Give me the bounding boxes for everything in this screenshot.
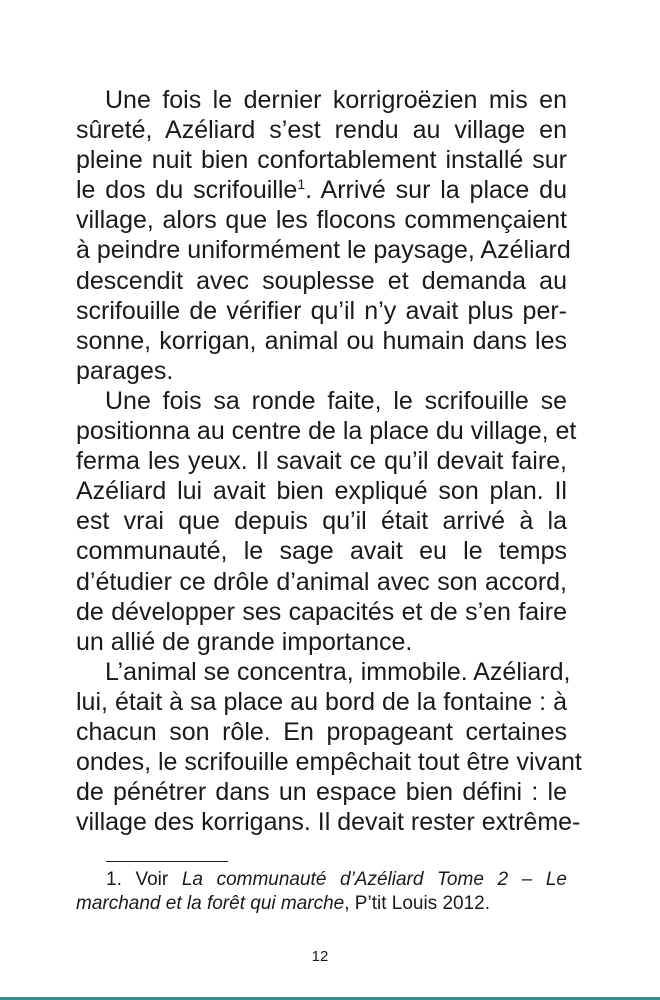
text-line: sûreté, Azéliard s’est rendu au village en <box>76 116 567 145</box>
text-line: de pénétrer dans un espace bien défini : le <box>76 778 567 807</box>
body-text <box>76 85 582 837</box>
text-fragment: . Arrivé sur la place du <box>305 176 567 205</box>
text-line: communauté, le sage avait eu le temps <box>76 537 567 566</box>
text-line: descendit avec souplesse et demanda au <box>76 266 567 295</box>
footnote-line <box>76 868 567 892</box>
text-line: L’animal se concentra, immobile. Azéliard, <box>105 657 571 686</box>
footnote-line <box>76 892 567 916</box>
footnote-number: 1. <box>106 869 122 890</box>
text-line: sonne, korrigan, animal ou humain dans les <box>76 326 567 355</box>
text-line: parages. <box>76 356 174 385</box>
text-fragment: le dos du scrifouille <box>76 176 298 205</box>
text-line: Une fois le dernier korrigroëzien mis en <box>105 86 567 114</box>
text-line: à peindre uniformément le paysage, Azéliard <box>76 236 571 265</box>
footnote-text: , P’tit Louis 2012. <box>344 892 491 914</box>
text-line: d’étudier ce drôle d’animal avec son accord, <box>76 567 567 596</box>
footnote-title: marchand et la forêt qui marche <box>76 892 345 914</box>
footnote-text: Voir <box>121 869 182 890</box>
text-line: pleine nuit bien confortablement installé sur <box>76 146 567 175</box>
text-line: Une fois sa ronde faite, le scrifouille se <box>105 386 567 415</box>
text-line: de développer ses capacités et de s’en faire <box>76 597 567 626</box>
text-line-with-footnote <box>76 175 567 205</box>
footnote-title: La communauté d’Azéliard Tome 2 – Le <box>181 869 567 890</box>
text-line: Azéliard lui avait bien expliqué son plan. Il <box>76 477 567 506</box>
page-number: 12 <box>311 948 329 965</box>
text-line: est vrai que depuis qu’il était arrivé à la <box>76 507 567 536</box>
text-line: ferma les yeux. Il savait ce qu’il devait faire, <box>76 447 567 476</box>
text-line: village, alors que les flocons commençaient <box>76 206 567 235</box>
footnote-ref: 1 <box>297 176 306 193</box>
text-line: scrifouille de vérifier qu’il n’y avait plus per- <box>76 296 567 325</box>
text-line: chacun son rôle. En propageant certaines <box>76 717 567 746</box>
text-line: ondes, le scrifouille empêchait tout être vivant <box>76 748 582 777</box>
footnote-rule <box>106 861 228 862</box>
text-line: positionna au centre de la place du village, et <box>76 417 577 446</box>
text-line: lui, était à sa place au bord de la fontaine : à <box>76 687 567 716</box>
text-line: un allié de grande importance. <box>76 627 413 656</box>
footnote <box>76 868 567 915</box>
text-line: village des korrigans. Il devait rester extrême- <box>76 808 581 837</box>
